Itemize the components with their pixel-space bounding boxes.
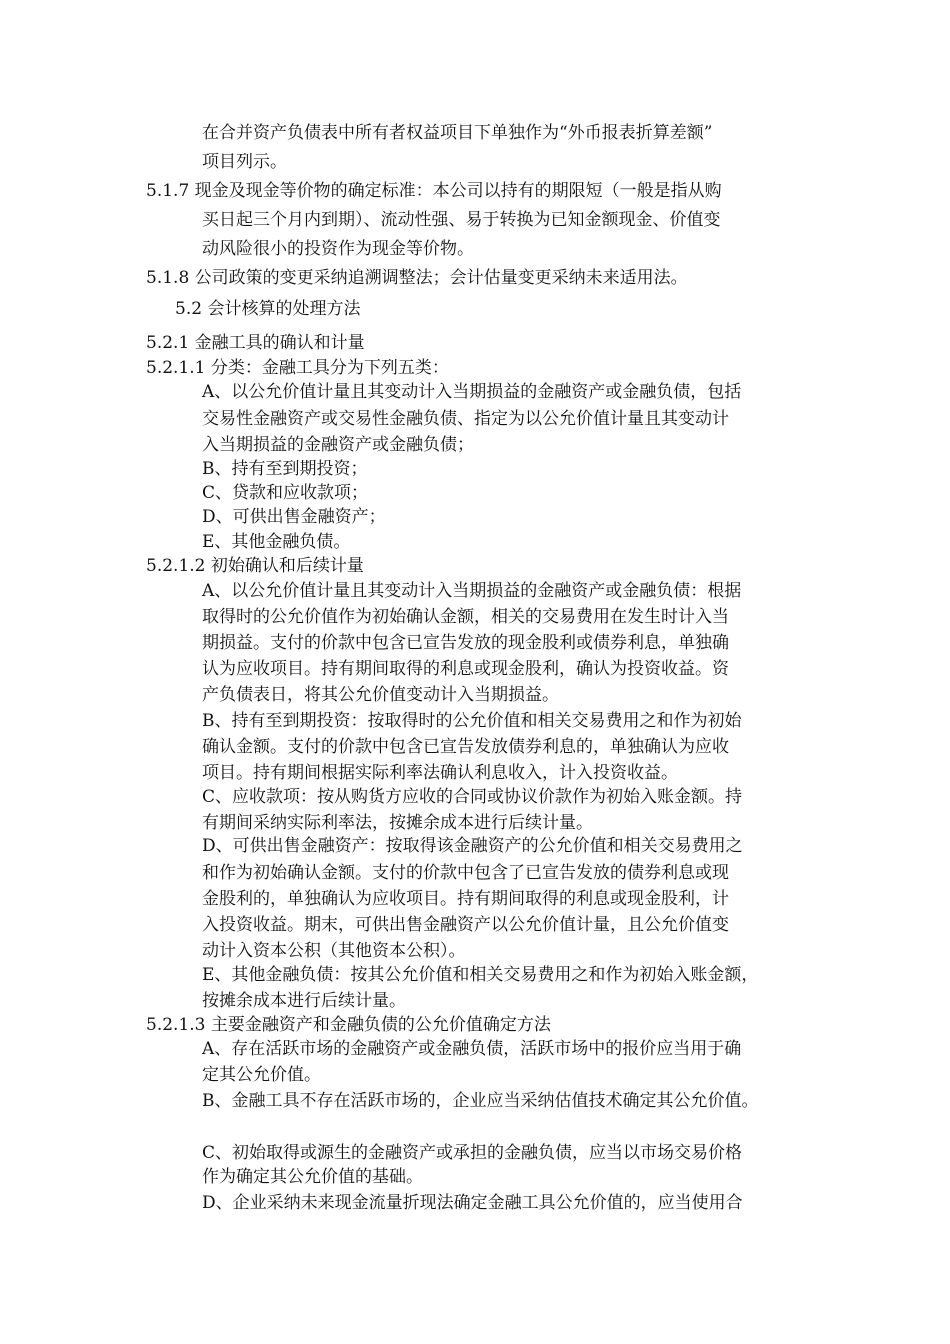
text-line: C、应收款项：按从购货方应收的合同或协议价款作为初始入账金额。持 bbox=[202, 787, 743, 807]
section-heading-5-1-8: 5.1.8 公司政策的变更采纳追溯调整法；会计估量变更采纳未来适用法。 bbox=[146, 268, 688, 288]
text-line: 认为应收项目。持有期间取得的利息或现金股利，确认为投资收益。资 bbox=[202, 659, 729, 679]
text-line: B、持有至到期投资：按取得时的公允价值和相关交易费用之和作为初始 bbox=[202, 711, 742, 731]
section-heading-5-2-1: 5.2.1 金融工具的确认和计量 bbox=[146, 333, 365, 353]
text-line: 取得时的公允价值作为初始确认金额，相关的交易费用在发生时计入当 bbox=[202, 607, 729, 627]
text-line: 产负债表日，将其公允价值变动计入当期损益。 bbox=[202, 685, 559, 705]
text-line: 按摊余成本进行后续计量。 bbox=[202, 991, 406, 1011]
text-line: A、存在活跃市场的金融资产或金融负债，活跃市场中的报价应当用于确 bbox=[202, 1039, 742, 1059]
text-line: 和作为初始确认金额。支付的价款中包含了已宣告发放的债券利息或现 bbox=[202, 863, 729, 883]
text-line: 项目列示。 bbox=[202, 152, 287, 172]
list-item: C、贷款和应收款项； bbox=[202, 483, 369, 503]
text-line: 项目。持有期间根据实际利率法确认利息收入，计入投资收益。 bbox=[202, 763, 678, 783]
section-heading-5-2-1-3: 5.2.1.3 主要金融资产和金融负债的公允价值确定方法 bbox=[146, 1015, 551, 1035]
text-line: C、初始取得或源生的金融资产或承担的金融负债，应当以市场交易价格 bbox=[202, 1143, 743, 1163]
section-heading-5-1-7: 5.1.7 现金及现金等价物的确定标准：本公司以持有的期限短（一般是指从购 bbox=[146, 181, 722, 201]
section-heading-5-2-1-2: 5.2.1.2 初始确认和后续计量 bbox=[146, 556, 364, 576]
text-line: 有期间采纳实际利率法，按摊余成本进行后续计量。 bbox=[202, 813, 593, 833]
text-line: 动风险很小的投资作为现金等价物。 bbox=[202, 239, 474, 259]
text-line: 作为确定其公允价值的基础。 bbox=[202, 1167, 423, 1187]
text-line: 确认金额。支付的价款中包含已宣告发放债券利息的，单独确认为应收 bbox=[202, 737, 729, 757]
text-line: 期损益。支付的价款中包含已宣告发放的现金股利或债券利息，单独确 bbox=[202, 633, 729, 653]
text-line: D、企业采纳未来现金流量折现法确定金融工具公允价值的，应当使用合 bbox=[202, 1193, 743, 1213]
text-line: 在合并资产负债表中所有者权益项目下单独作为“外币报表折算差额” bbox=[202, 123, 713, 143]
text-line: 入投资收益。期末，可供出售金融资产以公允价值计量，且公允价值变 bbox=[202, 915, 729, 935]
list-item: D、可供出售金融资产； bbox=[202, 507, 386, 527]
section-heading-5-2-1-1: 5.2.1.1 分类：金融工具分为下列五类： bbox=[146, 358, 449, 378]
text-line: B、金融工具不存在活跃市场的，企业应当采纳估值技术确定其公允价值。 bbox=[202, 1091, 759, 1111]
text-line: 入当期损益的金融资产或金融负债； bbox=[202, 435, 474, 455]
section-heading-5-2: 5.2 会计核算的处理方法 bbox=[175, 299, 361, 319]
text-line: E、其他金融负债：按其公允价值和相关交易费用之和作为初始入账金额， bbox=[202, 965, 759, 985]
text-line: 交易性金融资产或交易性金融负债、指定为以公允价值计量且其变动计 bbox=[202, 409, 729, 429]
text-line: 定其公允价值。 bbox=[202, 1065, 321, 1085]
list-item: E、其他金融负债。 bbox=[202, 532, 351, 552]
text-line: A、以公允价值计量且其变动计入当期损益的金融资产或金融负债：根据 bbox=[202, 581, 742, 601]
list-item: B、持有至到期投资； bbox=[202, 459, 368, 479]
text-line: 动计入资本公积（其他资本公积）。 bbox=[202, 941, 466, 961]
text-line: A、以公允价值计量且其变动计入当期损益的金融资产或金融负债，包括 bbox=[202, 382, 742, 402]
text-line: D、可供出售金融资产：按取得该金融资产的公允价值和相关交易费用之 bbox=[202, 836, 743, 856]
text-line: 金股利的，单独确认为应收项目。持有期间取得的利息或现金股利，计 bbox=[202, 889, 729, 909]
text-line: 买日起三个月内到期）、流动性强、易于转换为已知金额现金、价值变 bbox=[202, 210, 721, 230]
